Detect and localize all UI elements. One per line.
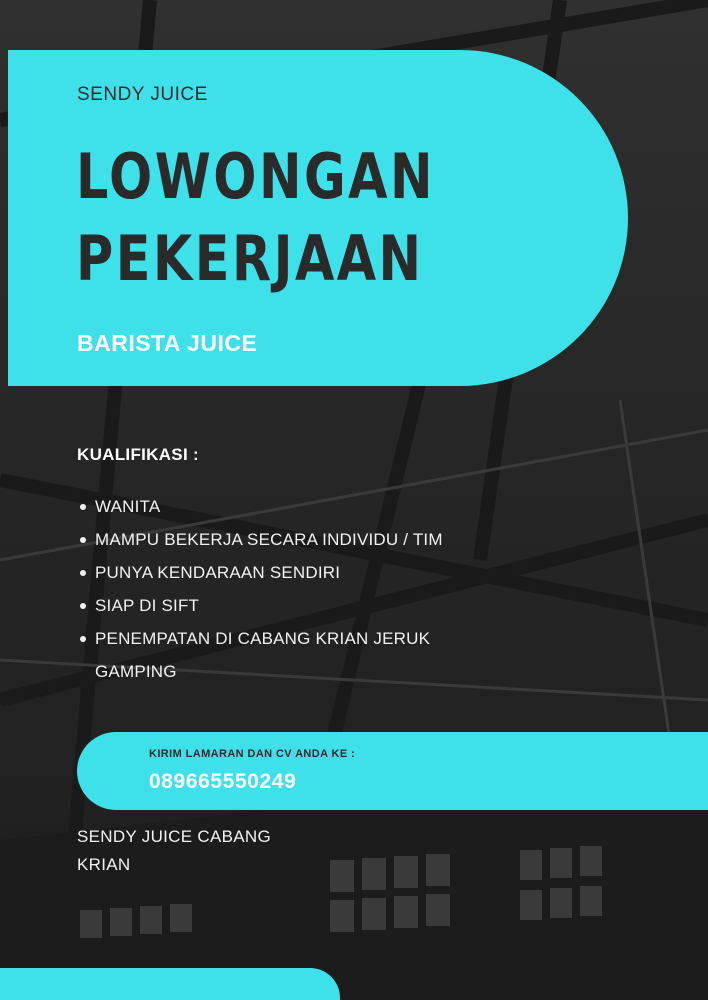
qualification-item: SIAP DI SIFT xyxy=(80,589,500,622)
qualification-item: WANITA xyxy=(80,490,500,523)
qualification-item: MAMPU BEKERJA SECARA INDIVIDU / TIM xyxy=(80,523,500,556)
footer-accent-bar xyxy=(0,968,340,1000)
qualifications-title: KUALIFIKASI : xyxy=(77,445,199,464)
branch-location xyxy=(77,823,337,879)
branch-line-1: SENDY JUICE CABANG xyxy=(77,827,272,846)
contact-phone: 089665550249 xyxy=(149,770,297,793)
brand-name: SENDY JUICE xyxy=(77,84,208,105)
job-role: BARISTA JUICE xyxy=(77,330,258,356)
qualifications-list xyxy=(80,490,500,688)
qualification-item: PUNYA KENDARAAN SENDIRI xyxy=(80,556,500,589)
qualification-item: PENEMPATAN DI CABANG KRIAN JERUK GAMPING xyxy=(80,622,500,688)
contact-label: KIRIM LAMARAN DAN CV ANDA KE : xyxy=(149,748,356,760)
headline xyxy=(76,136,435,300)
branch-line-2: KRIAN xyxy=(77,855,131,874)
headline-line-1: LOWONGAN xyxy=(76,140,435,213)
headline-line-2: PEKERJAAN xyxy=(76,222,424,295)
